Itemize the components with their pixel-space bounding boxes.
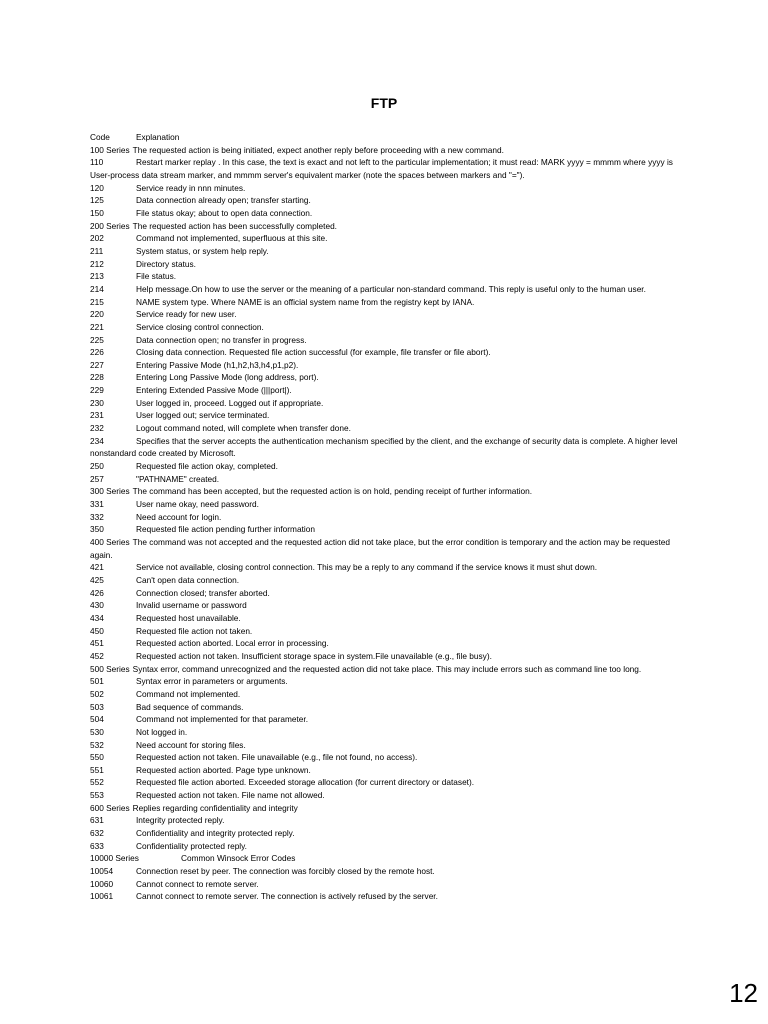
code-row	[90, 232, 682, 245]
code-column-header: Code	[90, 132, 110, 142]
reply-code: 231	[90, 410, 104, 421]
reply-explanation: Service closing control connection.	[136, 321, 264, 332]
reply-explanation: Integrity protected reply.	[136, 815, 225, 826]
reply-explanation: The command was not accepted and the requested action did not take place, but the error condition is temporary and the action may be requested again.	[90, 537, 670, 560]
code-row	[90, 207, 682, 220]
reply-explanation: User name okay, need password.	[136, 499, 259, 510]
code-row	[90, 675, 682, 688]
reply-explanation: Requested action not taken. Insufficient storage space in system.File unavailable (e.g., file busy).	[136, 650, 492, 661]
code-row	[90, 270, 682, 283]
code-row	[90, 536, 682, 561]
reply-explanation: Entering Passive Mode (h1,h2,h3,h4,p1,p2).	[136, 359, 299, 370]
page-number: 12	[729, 978, 758, 1008]
reply-explanation: Data connection already open; transfer starting.	[136, 195, 311, 206]
code-row	[90, 561, 682, 574]
reply-code: 502	[90, 688, 104, 699]
reply-explanation: User logged out; service terminated.	[136, 410, 270, 421]
reply-explanation: Connection reset by peer. The connection was forcibly closed by the remote host.	[136, 866, 435, 877]
reply-explanation: Invalid username or password	[136, 600, 247, 611]
code-row	[90, 688, 682, 701]
reply-explanation: System status, or system help reply.	[136, 245, 269, 256]
reply-code: 10061	[90, 891, 114, 902]
reply-code: 227	[90, 359, 104, 370]
reply-explanation: File status okay; about to open data connection.	[136, 207, 313, 218]
reply-code: 215	[90, 296, 104, 307]
code-row	[90, 511, 682, 524]
reply-code: 530	[90, 726, 104, 737]
reply-explanation: Syntax error, command unrecognized and the requested action did not take place. This may include errors such as command line too long.	[132, 663, 642, 674]
reply-code: 452	[90, 650, 104, 661]
reply-code: 425	[90, 574, 104, 585]
reply-explanation: Can't open data connection.	[136, 574, 240, 585]
reply-code: 500 Series	[90, 663, 130, 674]
code-row	[90, 435, 682, 460]
reply-code: 211	[90, 245, 104, 256]
code-row	[90, 296, 682, 309]
header-row	[90, 131, 682, 144]
reply-explanation: Entering Extended Passive Mode (|||port|).	[136, 385, 292, 396]
reply-explanation: Confidentiality protected reply.	[136, 840, 247, 851]
code-row	[90, 650, 682, 663]
reply-code: 214	[90, 283, 104, 294]
reply-explanation: Command not implemented.	[136, 688, 241, 699]
reply-explanation: Requested action not taken. File unavailable (e.g., file not found, no access).	[136, 752, 418, 763]
explanation-column-header: Explanation	[136, 132, 180, 142]
code-row	[90, 258, 682, 271]
code-row	[90, 574, 682, 587]
reply-code: 125	[90, 195, 104, 206]
reply-explanation: Help message.On how to use the server or the meaning of a particular non-standard command. This reply is useful only to the human user.	[136, 283, 646, 294]
code-row	[90, 473, 682, 486]
reply-code: 230	[90, 397, 104, 408]
reply-code: 504	[90, 714, 104, 725]
reply-explanation: Cannot connect to remote server.	[136, 878, 259, 889]
reply-code: 234	[90, 435, 104, 446]
reply-explanation: Common Winsock Error Codes	[181, 853, 296, 864]
code-row	[90, 422, 682, 435]
reply-code: 434	[90, 612, 104, 623]
reply-code: 421	[90, 562, 104, 573]
reply-code: 550	[90, 752, 104, 763]
code-row	[90, 334, 682, 347]
reply-code: 10060	[90, 878, 114, 889]
reply-code: 229	[90, 385, 104, 396]
reply-explanation: Service ready for new user.	[136, 309, 237, 320]
reply-code: 120	[90, 182, 104, 193]
reply-explanation: Command not implemented for that parameter.	[136, 714, 309, 725]
reply-explanation: Need account for storing files.	[136, 739, 246, 750]
code-row	[90, 359, 682, 372]
reply-code: 600 Series	[90, 802, 130, 813]
reply-explanation: Service ready in nnn minutes.	[136, 182, 246, 193]
code-row	[90, 384, 682, 397]
reply-code: 400 Series	[90, 537, 130, 547]
code-row	[90, 371, 682, 384]
code-row	[90, 409, 682, 422]
code-row	[90, 523, 682, 536]
code-row	[90, 182, 682, 195]
reply-code: 450	[90, 625, 104, 636]
reply-code: 631	[90, 815, 104, 826]
code-row	[90, 612, 682, 625]
code-row	[90, 789, 682, 802]
code-row	[90, 726, 682, 739]
reply-explanation: The requested action has been successfully completed.	[132, 220, 337, 231]
code-row	[90, 283, 682, 296]
code-row	[90, 599, 682, 612]
reply-explanation: File status.	[136, 271, 177, 282]
code-row	[90, 460, 682, 473]
reply-explanation: Requested action aborted. Local error in processing.	[136, 638, 329, 649]
reply-explanation: Requested file action aborted. Exceeded storage allocation (for current directory or dataset).	[136, 777, 475, 788]
reply-explanation: Restart marker replay . In this case, the text is exact and not left to the particular implementation; it must read: MARK yyyy = mmmm where yyyy is User-process data stream marker, and mmmm server's equivalent marker (note the spaces between markers and "=").	[90, 157, 673, 180]
reply-code: 300 Series	[90, 486, 130, 497]
reply-explanation: Requested action aborted. Page type unknown.	[136, 764, 311, 775]
reply-explanation: Not logged in.	[136, 726, 188, 737]
code-row	[90, 890, 682, 903]
code-row	[90, 713, 682, 726]
reply-explanation: Requested file action pending further information	[136, 524, 315, 535]
code-row	[90, 878, 682, 891]
reply-explanation: Requested file action okay, completed.	[136, 461, 278, 472]
reply-explanation: Command not implemented, superfluous at this site.	[136, 233, 328, 244]
code-row	[90, 701, 682, 714]
code-row	[90, 827, 682, 840]
code-row	[90, 245, 682, 258]
code-row	[90, 485, 682, 498]
reply-explanation: Bad sequence of commands.	[136, 701, 244, 712]
code-row	[90, 663, 682, 676]
reply-code: 332	[90, 511, 104, 522]
reply-code: 202	[90, 233, 104, 244]
reply-code: 150	[90, 207, 104, 218]
code-row	[90, 625, 682, 638]
page-title: FTP	[370, 95, 398, 111]
reply-explanation: The requested action is being initiated, expect another reply before proceeding with a new command.	[132, 144, 504, 155]
code-row	[90, 814, 682, 827]
reply-code: 503	[90, 701, 104, 712]
code-row	[90, 637, 682, 650]
code-row	[90, 739, 682, 752]
reply-code: 532	[90, 739, 104, 750]
code-rows	[90, 144, 682, 903]
reply-explanation: Entering Long Passive Mode (long address, port).	[136, 372, 319, 383]
reply-code: 228	[90, 372, 104, 383]
reply-code: 250	[90, 461, 104, 472]
reply-explanation: Syntax error in parameters or arguments.	[136, 676, 288, 687]
reply-explanation: Confidentiality and integrity protected reply.	[136, 828, 295, 839]
code-row	[90, 587, 682, 600]
reply-code: 212	[90, 258, 104, 269]
reply-code: 350	[90, 524, 104, 535]
reply-code: 226	[90, 347, 104, 358]
reply-code: 225	[90, 334, 104, 345]
reply-explanation: Need account for login.	[136, 511, 222, 522]
reply-code: 552	[90, 777, 104, 788]
reply-code: 430	[90, 600, 104, 611]
reply-code-list	[90, 131, 682, 903]
reply-code: 633	[90, 840, 104, 851]
code-row	[90, 194, 682, 207]
reply-explanation: NAME system type. Where NAME is an official system name from the registry kept by IANA.	[136, 296, 475, 307]
code-row	[90, 840, 682, 853]
reply-explanation: Requested action not taken. File name not allowed.	[136, 790, 325, 801]
reply-code: 451	[90, 638, 104, 649]
reply-code: 331	[90, 499, 104, 510]
reply-explanation: "PATHNAME" created.	[136, 473, 220, 484]
reply-code: 257	[90, 473, 104, 484]
reply-code: 551	[90, 764, 104, 775]
reply-code: 10000 Series	[90, 853, 139, 864]
code-row	[90, 156, 682, 181]
reply-explanation: Service not available, closing control connection. This may be a reply to any command if the service knows it must shut down.	[136, 562, 598, 573]
reply-explanation: Requested file action not taken.	[136, 625, 253, 636]
reply-code: 553	[90, 790, 104, 801]
code-row	[90, 852, 682, 865]
reply-code: 110	[90, 157, 104, 168]
reply-code: 10054	[90, 866, 114, 877]
code-row	[90, 308, 682, 321]
reply-explanation: Connection closed; transfer aborted.	[136, 587, 270, 598]
reply-code: 221	[90, 321, 104, 332]
code-row	[90, 144, 682, 157]
code-row	[90, 397, 682, 410]
reply-code: 426	[90, 587, 104, 598]
code-row	[90, 321, 682, 334]
reply-code: 100 Series	[90, 144, 130, 155]
reply-explanation: User logged in, proceed. Logged out if appropriate.	[136, 397, 324, 408]
reply-explanation: Data connection open; no transfer in progress.	[136, 334, 307, 345]
code-row	[90, 764, 682, 777]
code-row	[90, 220, 682, 233]
reply-code: 200 Series	[90, 220, 130, 231]
code-row	[90, 751, 682, 764]
code-row	[90, 346, 682, 359]
reply-explanation: Closing data connection. Requested file action successful (for example, file transfer or file abort).	[136, 347, 491, 358]
reply-code: 632	[90, 828, 104, 839]
reply-explanation: Cannot connect to remote server. The connection is actively refused by the server.	[136, 891, 438, 902]
reply-code: 220	[90, 309, 104, 320]
reply-explanation: Requested host unavailable.	[136, 612, 241, 623]
reply-explanation: Replies regarding confidentiality and integrity	[132, 802, 298, 813]
code-row	[90, 498, 682, 511]
reply-code: 213	[90, 271, 104, 282]
reply-explanation: Directory status.	[136, 258, 196, 269]
code-row	[90, 802, 682, 815]
code-row	[90, 865, 682, 878]
reply-explanation: Specifies that the server accepts the authentication mechanism specified by the client, and the exchange of security data is complete. A higher level nonstandard code created by Microsoft.	[90, 435, 678, 459]
reply-explanation: The command has been accepted, but the requested action is on hold, pending receipt of further information.	[132, 486, 533, 497]
reply-explanation: Logout command noted, will complete when transfer done.	[136, 423, 351, 434]
reply-code: 232	[90, 423, 104, 434]
code-row	[90, 776, 682, 789]
reply-code: 501	[90, 676, 104, 687]
